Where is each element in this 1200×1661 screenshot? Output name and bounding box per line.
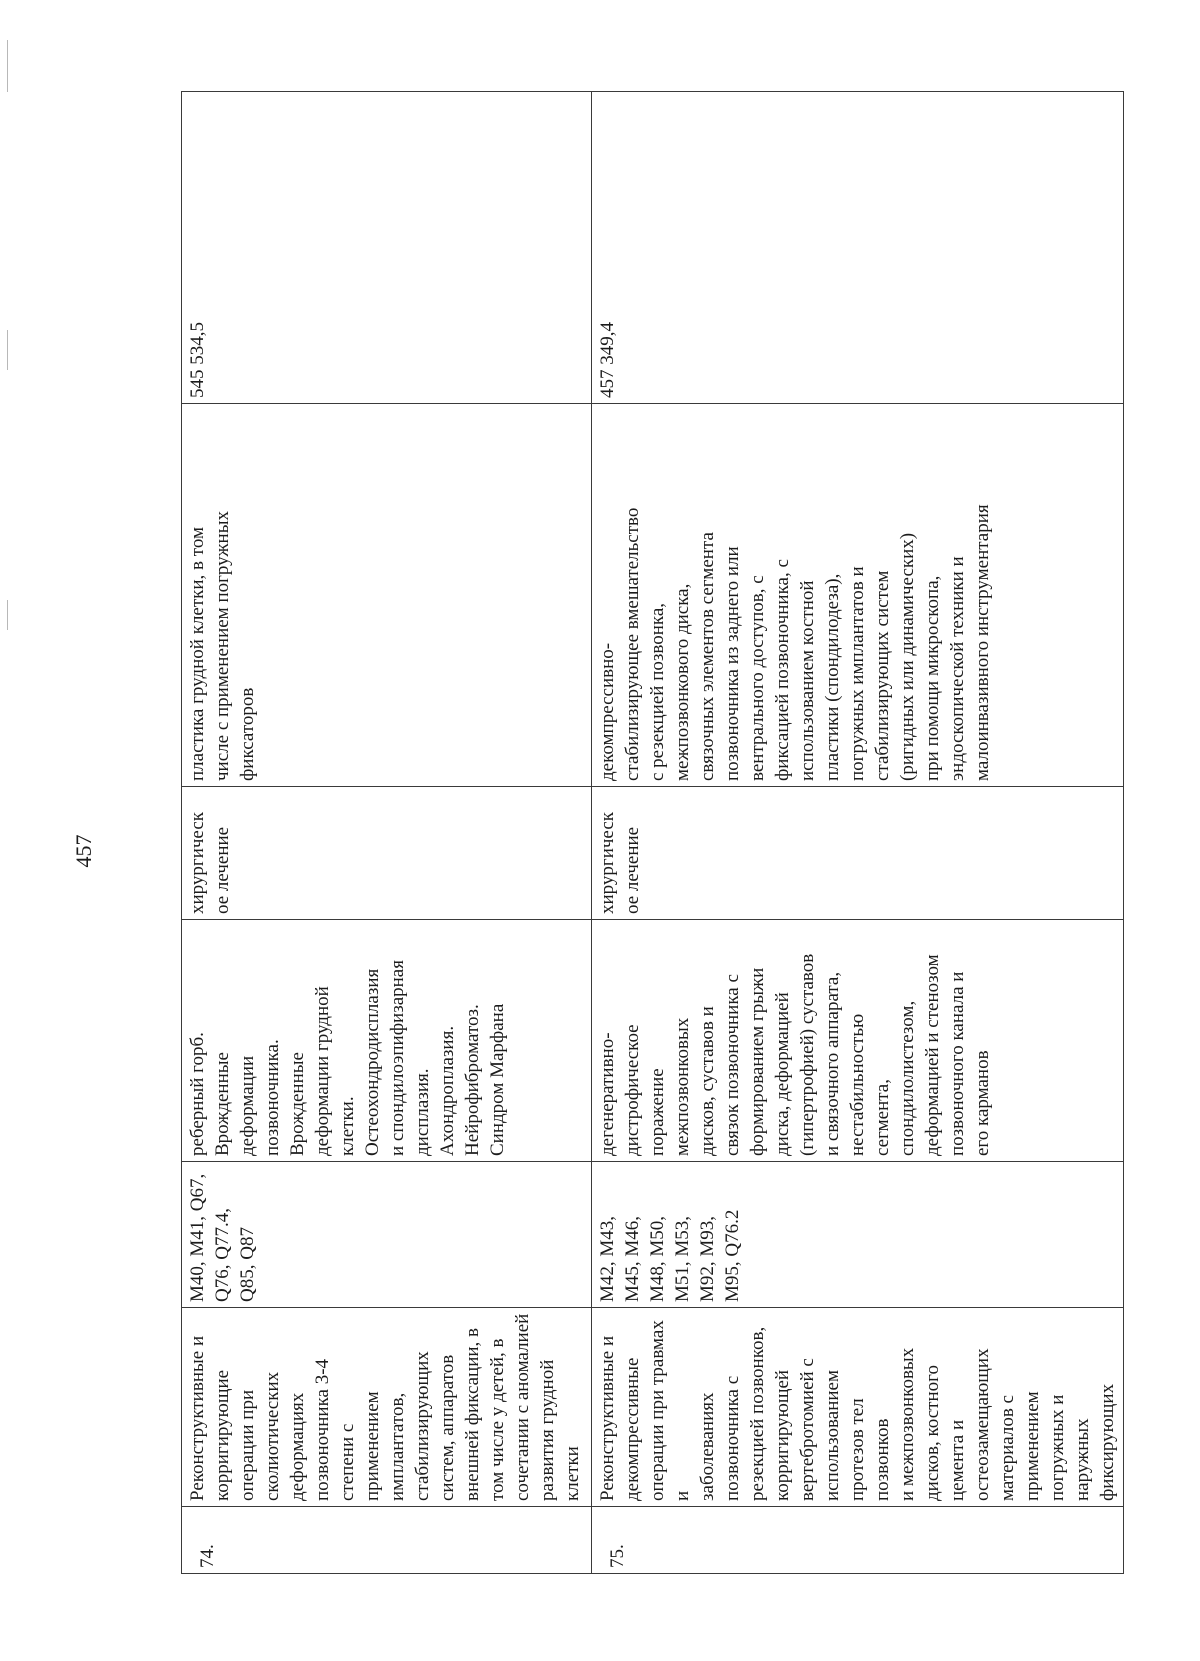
procedures-table [181, 91, 1124, 1574]
cost-cell: 457 349,4 [592, 92, 1124, 404]
treatment-type-cell: хирургическ ое лечение [592, 787, 1124, 920]
diagnosis-cell: дегенеративно- дистрофическое поражение межпозвонковых дисков, суставов и связок позвоночника с формированием грыжи диска, деформацией (гипертрофией) суставов и связочного аппарата, нестабильностью сегмента, спондилолистезом, деформацией и стенозом позвоночного канала и его карманов [592, 920, 1124, 1162]
scan-edge-line [7, 330, 8, 370]
page-number: 457 [71, 834, 96, 868]
row-number-cell: 74. [182, 1507, 592, 1574]
table-row [592, 92, 1124, 1574]
row-number-cell: 75. [592, 1507, 1124, 1574]
rotated-table-container [181, 92, 1118, 1574]
treatment-method-cell: пластика грудной клетки, в том числе с применением погружных фиксаторов [182, 404, 592, 787]
treatment-method-cell: декомпрессивно- стабилизирующее вмешательство с резекцией позвонка, межпозвонкового диска, связочных элементов сегмента позвоночника из заднего или вентрального доступов, с фиксацией позвоночника, с использованием костной пластики (спондилодеза), погружных имплантатов и стабилизирующих систем (ригидных или динамических) при помощи микроскопа, эндоскопической техники и малоинвазивного инструментария [592, 404, 1124, 787]
procedure-name-cell: Реконструктивные и корригирующие операции при сколиотических деформациях позвоночника 3-4 степени с применением имплантатов, стабилизирующих систем, аппаратов внешней фиксации, в том числе у детей, в сочетании с аномалией развития грудной клетки [182, 1308, 592, 1507]
procedure-name-cell: Реконструктивные и декомпрессивные операции при травмах и заболеваниях позвоночника с резекцией позвонков, корригирующей вертебротомией с использованием протезов тел позвонков и межпозвонковых дисков, костного цемента и остеозамещающих материалов с применением погружных и наружных фиксирующих [592, 1308, 1124, 1507]
scan-edge-line [7, 40, 8, 92]
icd-codes-cell: M42, M43, M45, M46, M48, M50, M51, M53, M92, M93, M95, Q76.2 [592, 1162, 1124, 1308]
icd-codes-cell: M40, M41, Q67, Q76, Q77.4, Q85, Q87 [182, 1162, 592, 1308]
treatment-type-cell: хирургическ ое лечение [182, 787, 592, 920]
table-row [182, 92, 592, 1574]
cost-cell: 545 534,5 [182, 92, 592, 404]
scan-edge-line [7, 600, 8, 630]
diagnosis-cell: реберный горб. Врожденные деформации позвоночника. Врожденные деформации грудной клетки. Остеохондродисплазия и спондилоэпифизарная дисплазия. Ахондроплазия. Нейрофиброматоз. Синдром Марфана [182, 920, 592, 1162]
